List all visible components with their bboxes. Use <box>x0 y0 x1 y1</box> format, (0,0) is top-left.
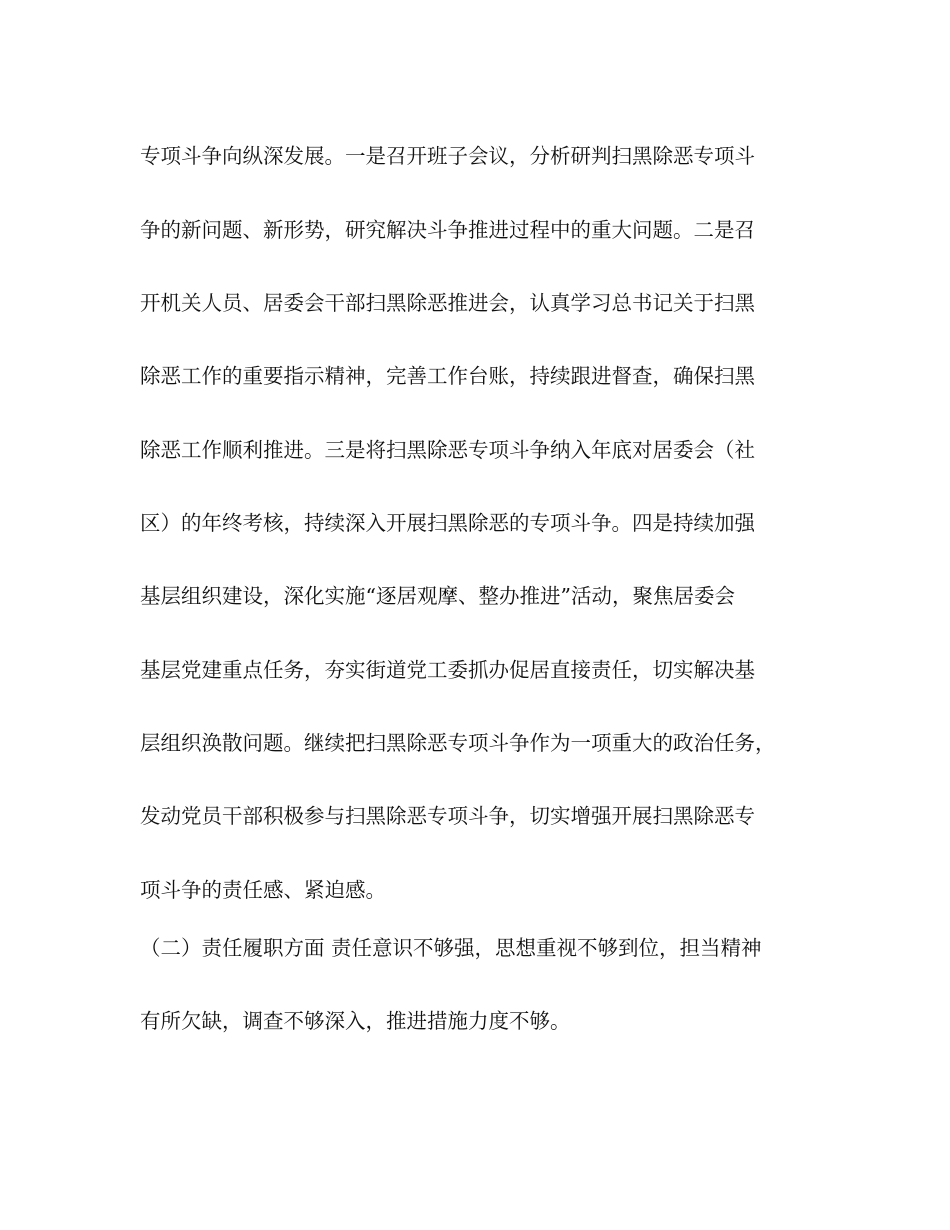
paragraph-line: 基层组织建设，深化实施“逐居观摩、整办推进”活动，聚焦居委会 <box>140 584 735 608</box>
paragraph-line: 开机关人员、居委会干部扫黑除恶推进会，认真学习总书记关于扫黑 <box>140 291 755 315</box>
paragraph-line: 区）的年终考核，持续深入开展扫黑除恶的专项斗争。四是持续加强 <box>140 511 755 535</box>
paragraph-line: 项斗争的责任感、紧迫感。 <box>140 878 386 902</box>
paragraph-line: 有所欠缺，调查不够深入，推进措施力度不够。 <box>140 1009 571 1033</box>
paragraph-line: 除恶工作顺利推进。三是将扫黑除恶专项斗争纳入年底对居委会（社 <box>140 438 755 462</box>
section-heading-line: （二）责任履职方面 责任意识不够强，思想重视不够到位，担当精神 <box>140 936 762 960</box>
paragraph-line: 基层党建重点任务，夯实街道党工委抓办促居直接责任，切实解决基 <box>140 658 755 682</box>
paragraph-line: 发动党员干部积极参与扫黑除恶专项斗争，切实增强开展扫黑除恶专 <box>140 804 755 828</box>
paragraph-line: 争的新问题、新形势，研究解决斗争推进过程中的重大问题。二是召 <box>140 218 755 242</box>
paragraph-line: 层组织涣散问题。继续把扫黑除恶专项斗争作为一项重大的政治任务， <box>140 731 776 755</box>
paragraph-line: 专项斗争向纵深发展。一是召开班子会议，分析研判扫黑除恶专项斗 <box>140 144 755 168</box>
paragraph-line: 除恶工作的重要指示精神，完善工作台账，持续跟进督查，确保扫黑 <box>140 364 755 388</box>
